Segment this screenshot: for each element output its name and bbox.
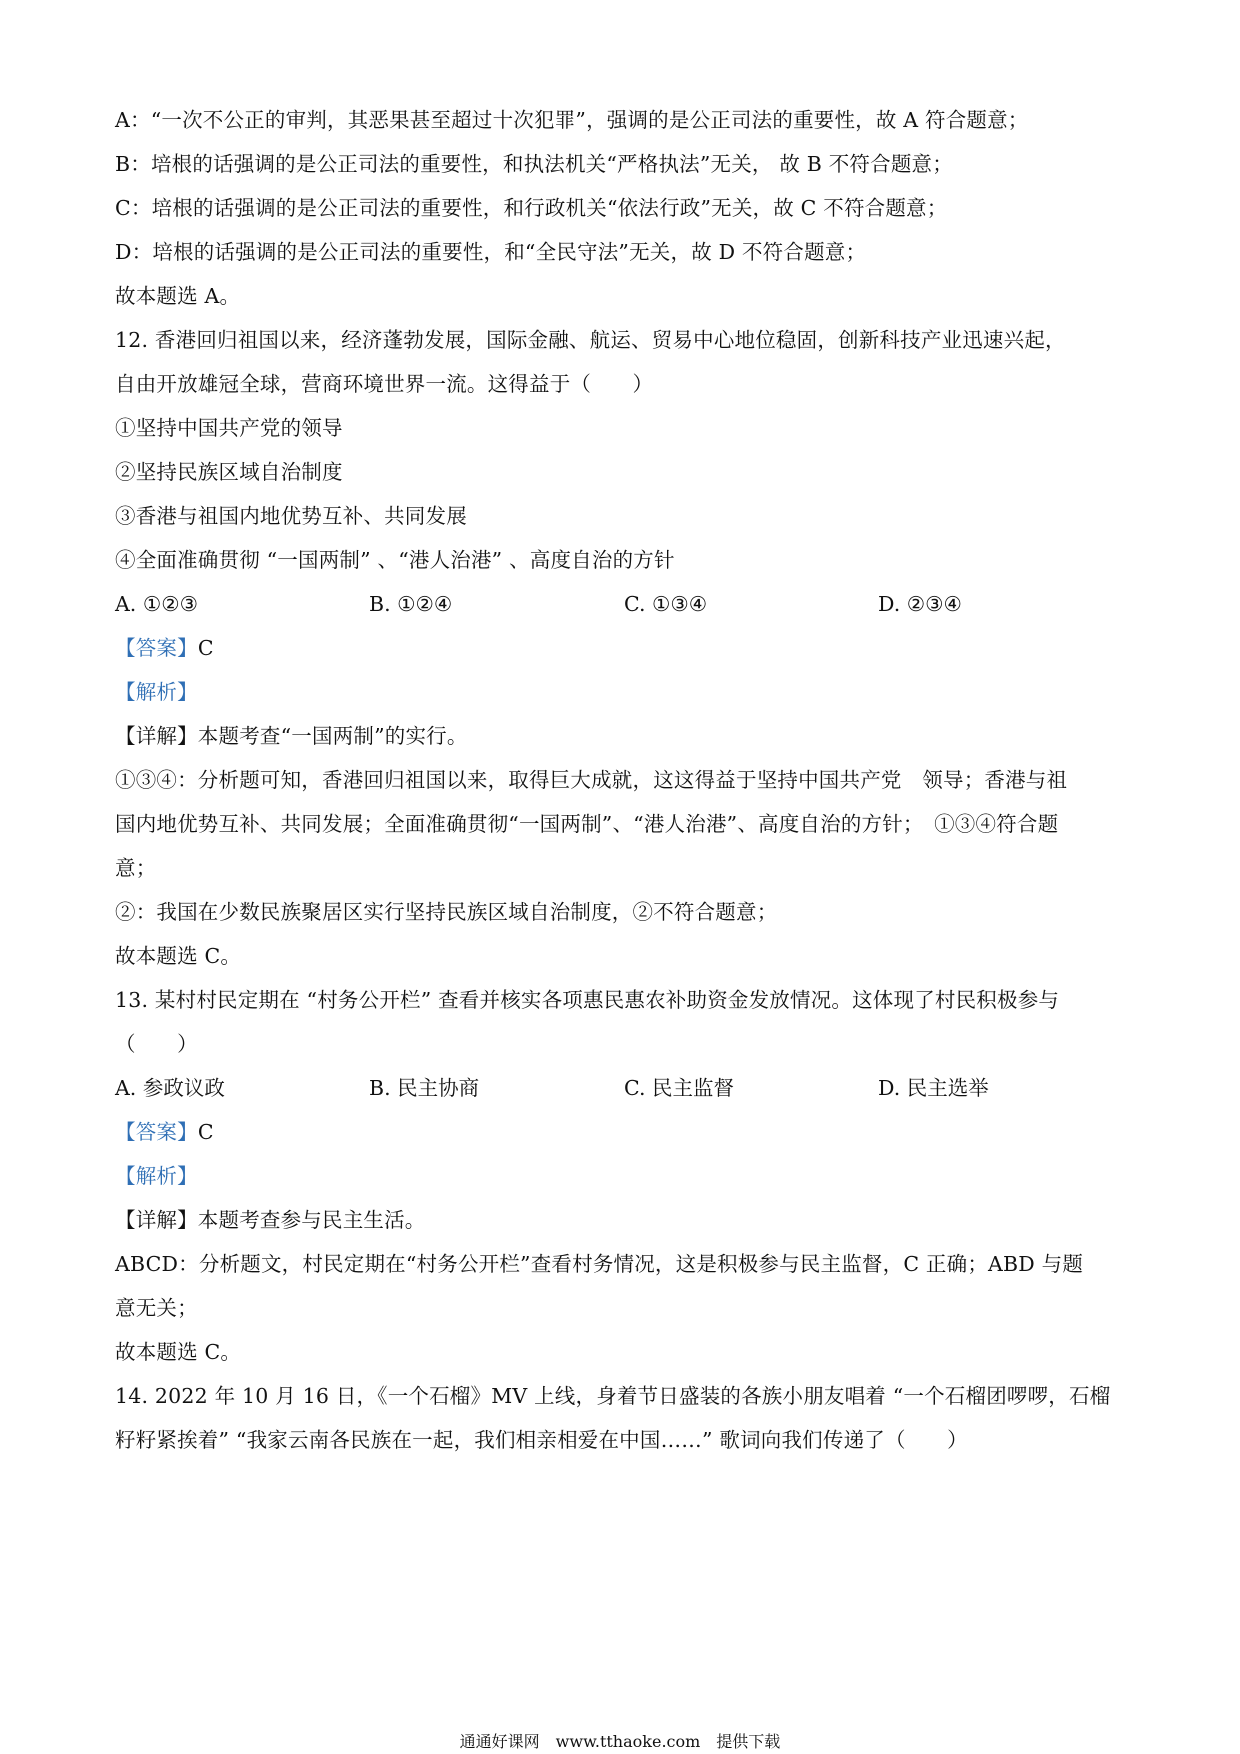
q13-answer-value: C [197,1120,214,1144]
q14-stem-line1: 14. 2022 年 10 月 16 日，《一个石榴》MV 上线，身着节日盛装的各族小朋友唱着 “一个石榴团啰啰，石榴 [115,1384,1111,1408]
q13-stem-line1: 13. 某村村民定期在 “村务公开栏” 查看并核实各项惠民惠农补助资金发放情况。这体现了村民积极参与 [115,988,1060,1012]
q12-item-3: ③香港与祖国内地优势互补、共同发展 [115,504,467,528]
q12-explain-line1: ①③④：分析题可知，香港回归祖国以来，取得巨大成就，这这得益于坚持中国共产党 领导；香港与祖 [115,768,1068,792]
q12-analysis-tag: 【解析】 [115,680,198,704]
q13-answer [115,1118,214,1146]
q11-explain-b: B：培根的话强调的是公正司法的重要性，和执法机关“严格执法”无关， 故 B 不符合题意； [115,152,953,176]
page-footer: 通通好课网 www.tthaoke.com 提供下载 [459,1732,781,1751]
q13-analysis [115,1162,198,1190]
q13-conclusion: 故本题选 C。 [115,1340,242,1364]
q12-item-1: ①坚持中国共产党的领导 [115,416,343,440]
q12-option-c: C. ①③④ [624,592,708,616]
q12-explain-line3: 意； [115,856,157,880]
q13-answer-tag: 【答案】 [115,1120,198,1144]
q13-option-b: B. 民主协商 [369,1076,480,1100]
q13-analysis-tag: 【解析】 [115,1164,198,1188]
q13-option-a: A. 参政议政 [115,1076,225,1100]
q12-answer-value: C [197,636,214,660]
q12-item-2: ②坚持民族区域自治制度 [115,460,343,484]
q11-explain-a: A：“一次不公正的审判，其恶果甚至超过十次犯罪”，强调的是公正司法的重要性，故 A 符合题意； [115,108,1029,132]
q12-option-d: D. ②③④ [878,592,962,616]
q14-stem-line2: 籽籽紧挨着” “我家云南各民族在一起，我们相亲相爱在中国……” 歌词向我们传递了（ ） [115,1428,968,1452]
q12-item-4: ④全面准确贯彻 “一国两制” 、“港人治港” 、高度自治的方针 [115,548,675,572]
q12-analysis [115,678,198,706]
q12-stem-line2: 自由开放雄冠全球，营商环境世界一流。这得益于（ ） [115,372,654,396]
q11-conclusion: 故本题选 A。 [115,284,241,308]
q13-explain-line1: ABCD：分析题文，村民定期在“村务公开栏”查看村务情况，这是积极参与民主监督，C 正确；ABD 与题 [115,1252,1084,1276]
q11-explain-d: D：培根的话强调的是公正司法的重要性，和“全民守法”无关，故 D 不符合题意； [115,240,867,264]
q12-explain-line4: ②：我国在少数民族聚居区实行坚持民族区域自治制度，②不符合题意； [115,900,778,924]
q12-explain-line2: 国内地优势互补、共同发展；全面准确贯彻“一国两制”、“港人治港”、高度自治的方针； ①③④符合题 [115,812,1059,836]
q12-answer [115,634,214,662]
q12-answer-tag: 【答案】 [115,636,198,660]
q12-detail: 【详解】本题考查“一国两制”的实行。 [115,724,468,748]
q12-option-a: A. ①②③ [115,592,198,616]
q13-option-d: D. 民主选举 [878,1076,989,1100]
q13-explain-line2: 意无关； [115,1296,198,1320]
q12-stem-line1: 12. 香港回归祖国以来，经济蓬勃发展，国际金融、航运、贸易中心地位稳固，创新科技产业迅速兴起， [115,328,1066,352]
q13-option-c: C. 民主监督 [624,1076,734,1100]
q13-stem-line2: （ ） [115,1032,198,1056]
q13-detail: 【详解】本题考查参与民主生活。 [115,1208,426,1232]
q12-conclusion: 故本题选 C。 [115,944,242,968]
q12-option-b: B. ①②④ [369,592,453,616]
q11-explain-c: C：培根的话强调的是公正司法的重要性，和行政机关“依法行政”无关，故 C 不符合题意； [115,196,948,220]
